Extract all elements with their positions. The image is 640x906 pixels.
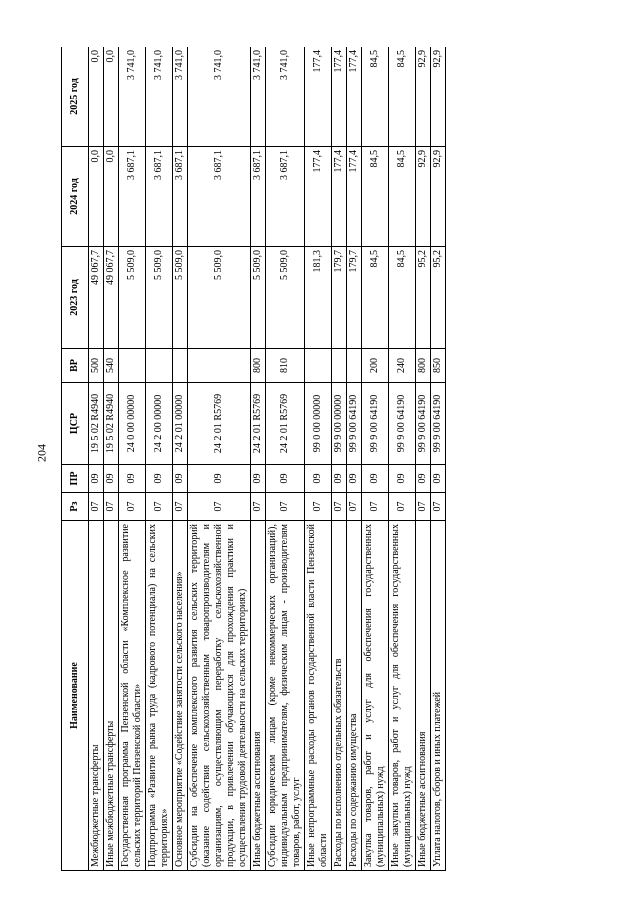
cell-2024: 84,5: [362, 147, 389, 247]
cell-vr: 810: [266, 349, 305, 383]
cell-2023: 49 067,7: [104, 247, 119, 349]
rotated-page-content: [61, 47, 575, 871]
cell-rz: 07: [104, 493, 119, 521]
cell-name: Расходы по содержанию имущества: [347, 521, 362, 871]
table-row: [305, 47, 332, 871]
cell-2024: 92,9: [431, 147, 446, 247]
header-2024: 2024 год: [62, 147, 89, 247]
cell-name: Иные непрограммные расходы органов государственной власти Пензенской области: [305, 521, 332, 871]
cell-vr: [119, 349, 146, 383]
cell-2024: 177,4: [347, 147, 362, 247]
table-row: [266, 47, 305, 871]
cell-2023: 5 509,0: [188, 247, 251, 349]
cell-csr: 19 5 02 R4940: [104, 383, 119, 465]
header-pr: ПР: [62, 465, 89, 493]
cell-name: Подпрограмма «Развитие рынка труда (кадрового потенциала) на сельских территориях»: [146, 521, 173, 871]
header-2023: 2023 год: [62, 247, 89, 349]
cell-pr: 09: [431, 465, 446, 493]
cell-2024: 3 687,1: [173, 147, 188, 247]
cell-name: Иные бюджетные ассигнования: [251, 521, 266, 871]
cell-pr: 09: [89, 465, 104, 493]
table-row: [416, 47, 431, 871]
cell-2023: 5 509,0: [146, 247, 173, 349]
cell-csr: 24 2 01 R5769: [251, 383, 266, 465]
cell-rz: 07: [89, 493, 104, 521]
cell-pr: 09: [119, 465, 146, 493]
cell-rz: 07: [119, 493, 146, 521]
table-body: [89, 47, 446, 871]
cell-vr: 800: [251, 349, 266, 383]
cell-2025: 0,0: [104, 47, 119, 147]
cell-2025: 3 741,0: [266, 47, 305, 147]
cell-csr: 99 9 00 00000: [332, 383, 347, 465]
cell-csr: 99 9 00 64190: [347, 383, 362, 465]
cell-2025: 177,4: [347, 47, 362, 147]
cell-2023: 5 509,0: [173, 247, 188, 349]
cell-2024: 3 687,1: [146, 147, 173, 247]
cell-2023: 84,5: [389, 247, 416, 349]
cell-2025: 84,5: [389, 47, 416, 147]
cell-csr: 99 0 00 00000: [305, 383, 332, 465]
header-vr: ВР: [62, 349, 89, 383]
cell-rz: 07: [266, 493, 305, 521]
cell-csr: 99 9 00 64190: [362, 383, 389, 465]
header-2025: 2025 год: [62, 47, 89, 147]
cell-rz: 07: [251, 493, 266, 521]
cell-2024: 84,5: [389, 147, 416, 247]
cell-2024: 3 687,1: [119, 147, 146, 247]
cell-pr: 09: [389, 465, 416, 493]
table-row: [104, 47, 119, 871]
cell-pr: 09: [104, 465, 119, 493]
cell-csr: 24 2 01 R5769: [188, 383, 251, 465]
budget-table-sheet: [61, 47, 575, 871]
table-header-row: [62, 47, 89, 871]
cell-name: Государственная программа Пензенской области «Комплексное развитие сельских территорий Пензенской области»: [119, 521, 146, 871]
cell-vr: 200: [362, 349, 389, 383]
table-row: [251, 47, 266, 871]
cell-2024: 177,4: [305, 147, 332, 247]
page-number: 204: [34, 444, 49, 462]
cell-2023: 5 509,0: [251, 247, 266, 349]
cell-2025: 84,5: [362, 47, 389, 147]
table-row: [389, 47, 416, 871]
cell-name: Межбюджетные трансферты: [89, 521, 104, 871]
cell-name: Расходы по исполнению отдельных обязательств: [332, 521, 347, 871]
cell-rz: 07: [416, 493, 431, 521]
table-row: [431, 47, 446, 871]
cell-pr: 09: [416, 465, 431, 493]
cell-2024: 3 687,1: [188, 147, 251, 247]
cell-pr: 09: [146, 465, 173, 493]
cell-name: Закупка товаров, работ и услуг для обеспечения государственных (муниципальных) нужд: [362, 521, 389, 871]
cell-rz: 07: [188, 493, 251, 521]
cell-2023: 5 509,0: [266, 247, 305, 349]
cell-2024: 177,4: [332, 147, 347, 247]
cell-2024: 92,9: [416, 147, 431, 247]
cell-csr: 19 5 02 R4940: [89, 383, 104, 465]
cell-2025: 0,0: [89, 47, 104, 147]
header-name: Наименование: [62, 521, 89, 871]
table-row: [89, 47, 104, 871]
cell-pr: 09: [362, 465, 389, 493]
cell-pr: 09: [173, 465, 188, 493]
cell-name: Основное мероприятие «Содействие занятости сельского населения»: [173, 521, 188, 871]
cell-vr: [305, 349, 332, 383]
header-rz: Рз: [62, 493, 89, 521]
cell-name: Уплата налогов, сборов и иных платежей: [431, 521, 446, 871]
cell-2025: 3 741,0: [173, 47, 188, 147]
cell-pr: 09: [251, 465, 266, 493]
cell-pr: 09: [266, 465, 305, 493]
table-row: [146, 47, 173, 871]
header-csr: ЦСР: [62, 383, 89, 465]
cell-2025: 3 741,0: [188, 47, 251, 147]
cell-2025: 92,9: [416, 47, 431, 147]
cell-name: Иные бюджетные ассигнования: [416, 521, 431, 871]
cell-rz: 07: [173, 493, 188, 521]
cell-2025: 177,4: [305, 47, 332, 147]
cell-csr: 24 0 00 00000: [119, 383, 146, 465]
cell-name: Субсидии юридическим лицам (кроме некоммерческих организаций), индивидуальным предпринимателям, физическим лицам - производителям товаров, работ, услуг: [266, 521, 305, 871]
cell-2024: 0,0: [89, 147, 104, 247]
cell-pr: 09: [347, 465, 362, 493]
cell-2023: 5 509,0: [119, 247, 146, 349]
budget-table: [61, 47, 446, 871]
cell-2024: 0,0: [104, 147, 119, 247]
table-row: [119, 47, 146, 871]
cell-2025: 3 741,0: [146, 47, 173, 147]
cell-2024: 3 687,1: [251, 147, 266, 247]
cell-2023: 95,2: [416, 247, 431, 349]
cell-pr: 09: [188, 465, 251, 493]
cell-name: Иные закупки товаров, работ и услуг для обеспечения государственных (муниципальных) нужд: [389, 521, 416, 871]
cell-pr: 09: [305, 465, 332, 493]
cell-rz: 07: [332, 493, 347, 521]
cell-vr: 540: [104, 349, 119, 383]
cell-vr: 240: [389, 349, 416, 383]
cell-csr: 99 9 00 64190: [389, 383, 416, 465]
cell-2023: 179,7: [347, 247, 362, 349]
cell-csr: 99 9 00 64190: [431, 383, 446, 465]
cell-name: Иные межбюджетные трансферты: [104, 521, 119, 871]
cell-2024: 3 687,1: [266, 147, 305, 247]
cell-vr: [347, 349, 362, 383]
cell-2025: 3 741,0: [119, 47, 146, 147]
cell-vr: [173, 349, 188, 383]
cell-2023: 49 067,7: [89, 247, 104, 349]
cell-vr: 800: [416, 349, 431, 383]
cell-2025: 3 741,0: [251, 47, 266, 147]
cell-csr: 24 2 01 00000: [173, 383, 188, 465]
cell-vr: [188, 349, 251, 383]
cell-2023: 179,7: [332, 247, 347, 349]
cell-2025: 177,4: [332, 47, 347, 147]
cell-rz: 07: [146, 493, 173, 521]
cell-vr: 500: [89, 349, 104, 383]
cell-pr: 09: [332, 465, 347, 493]
cell-csr: 99 9 00 64190: [416, 383, 431, 465]
cell-name: Субсидии на обеспечение комплексного развития сельских территорий (оказание содействия сельскохозяйственным товаропроизводителям и организациям, осуществляющим переработку сельскохозяйственной продукции, в привлечении обучающихся для прохождения практики и осуществления трудовой деятельности на сельских территориях): [188, 521, 251, 871]
table-row: [362, 47, 389, 871]
cell-vr: [146, 349, 173, 383]
table-row: [188, 47, 251, 871]
cell-rz: 07: [389, 493, 416, 521]
cell-2023: 95,2: [431, 247, 446, 349]
cell-2023: 181,3: [305, 247, 332, 349]
table-row: [332, 47, 347, 871]
cell-2025: 92,9: [431, 47, 446, 147]
cell-vr: [332, 349, 347, 383]
cell-vr: 850: [431, 349, 446, 383]
cell-rz: 07: [305, 493, 332, 521]
cell-csr: 24 2 01 R5769: [266, 383, 305, 465]
cell-2023: 84,5: [362, 247, 389, 349]
cell-rz: 07: [362, 493, 389, 521]
cell-rz: 07: [431, 493, 446, 521]
table-row: [347, 47, 362, 871]
table-row: [173, 47, 188, 871]
cell-csr: 24 2 00 00000: [146, 383, 173, 465]
cell-rz: 07: [347, 493, 362, 521]
